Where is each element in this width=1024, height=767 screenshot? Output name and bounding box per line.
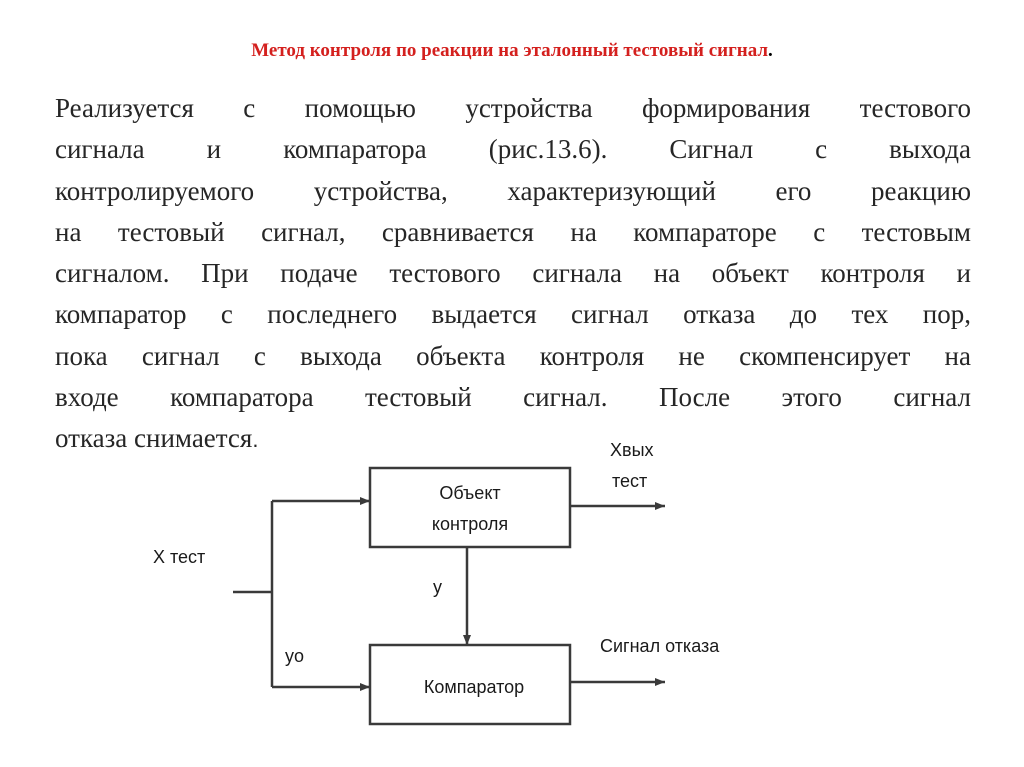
paragraph-line: компаратор с последнего выдается сигнал отказа до тех пор,	[55, 299, 971, 330]
slide-title-period: .	[768, 40, 773, 61]
input-label: X тест	[153, 547, 206, 567]
paragraph-line: сигнала и компаратора (рис.13.6). Сигнал с выхода	[55, 134, 971, 165]
paragraph-line: контролируемого устройства, характеризующий его реакцию	[55, 175, 971, 206]
output-label-line2: тест	[612, 471, 648, 491]
paragraph-line: на тестовый сигнал, сравнивается на компараторе с тестовым	[55, 216, 971, 247]
slide-title-text: Метод контроля по реакции на эталонный тестовый сигнал	[251, 40, 769, 61]
paragraph-line: Реализуется с помощью устройства формирования тестового	[55, 93, 971, 123]
comparator-block-label: Компаратор	[423, 677, 525, 697]
object-of-control-block	[370, 468, 570, 547]
output-label-line1: Xвых	[610, 440, 654, 460]
paragraph-final-period: .	[252, 427, 259, 453]
paragraph-line: сигналом. При подаче тестового сигнала на объект контроля и	[55, 258, 971, 289]
paragraph-line: входе компаратора тестовый сигнал. После этого сигнал	[55, 382, 971, 413]
paragraph-last-text: отказа снимается	[55, 423, 253, 454]
object-block-label-line1: Объект	[439, 483, 501, 503]
failure-signal-label: Сигнал отказа	[600, 636, 720, 656]
y0-label: yo	[285, 646, 305, 666]
y-label: y	[433, 577, 442, 597]
paragraph-line: пока сигнал с выхода объекта контроля не скомпенсирует на	[55, 340, 971, 371]
object-block-label-line2: контроля	[431, 514, 509, 534]
